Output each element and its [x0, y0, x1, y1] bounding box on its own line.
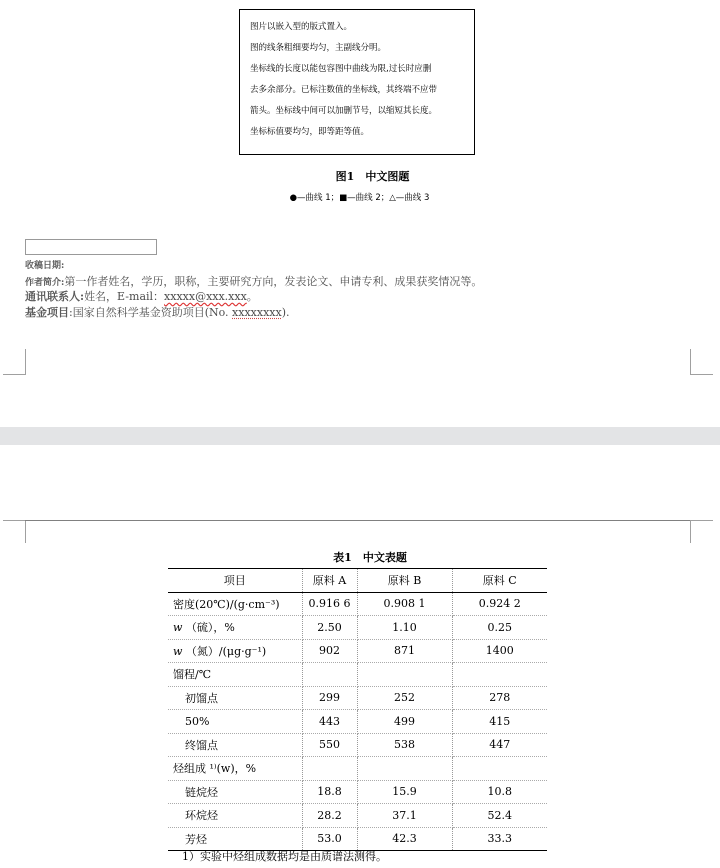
data-table[interactable] [168, 568, 547, 851]
table-cell [302, 757, 357, 781]
table-cell: 53.0 [302, 827, 357, 851]
table-row [168, 827, 547, 851]
table-cell: 18.8 [302, 780, 357, 804]
figure-legend: ●—曲线 1；■—曲线 2；△—曲线 3 [289, 193, 430, 203]
table-header-row [168, 569, 547, 593]
table-row [168, 804, 547, 828]
row-label-text: 馏程/℃ [173, 668, 212, 682]
figure-caption: 图1 中文图题 [335, 170, 410, 183]
row-label-cell [168, 686, 302, 710]
page-gap [0, 427, 720, 445]
contact-label: 通讯联系人: [25, 290, 85, 303]
row-label-text: 芳烃 [185, 832, 207, 846]
row-label-text: 终馏点 [185, 738, 218, 752]
author-label: 作者简介: [25, 278, 65, 288]
received-date-label: 收稿日期: [25, 261, 65, 271]
figure-box-line: 图片以嵌入型的版式置入。 [250, 22, 353, 32]
row-label-cell [168, 592, 302, 616]
table-row [168, 710, 547, 734]
table-cell [452, 663, 547, 687]
row-label-text: 环烷烃 [185, 809, 218, 823]
fund-end: ). [281, 306, 290, 319]
page-corner-mark [690, 349, 713, 375]
table-row [168, 592, 547, 616]
table-cell: 0.924 2 [452, 592, 547, 616]
table-cell: 52.4 [452, 804, 547, 828]
table-footnote: 1）实验中烃组成数据均是由质谱法测得。 [182, 850, 387, 863]
fund-number: xxxxxxxx [232, 306, 282, 319]
table-cell: 0.908 1 [357, 592, 452, 616]
author-text: 第一作者姓名，学历，职称，主要研究方向，发表论文、申请专利、成果获奖情况等。 [64, 275, 483, 288]
table-cell: 499 [357, 710, 452, 734]
row-label-cell [168, 757, 302, 781]
figure-placeholder-box[interactable] [239, 9, 475, 155]
table-header-cell: 原料 C [452, 569, 547, 593]
document-page-2 [0, 445, 720, 868]
table-cell: 871 [357, 639, 452, 663]
table-row [168, 757, 547, 781]
figure-box-line: 箭头。坐标线中间可以加删节号，以缩短其长度。 [250, 106, 438, 116]
row-label-text: 密度(20℃)/(g·cm⁻³) [173, 597, 280, 611]
received-date-line [25, 258, 64, 271]
table-cell: 1400 [452, 639, 547, 663]
contact-line [25, 288, 258, 304]
table-cell: 1.10 [357, 616, 452, 640]
table-cell: 15.9 [357, 780, 452, 804]
table-row [168, 780, 547, 804]
row-label-variable: w [173, 644, 183, 658]
table-cell: 37.1 [357, 804, 452, 828]
table-cell: 447 [452, 733, 547, 757]
table-header-cell: 原料 A [302, 569, 357, 593]
table-cell: 33.3 [452, 827, 547, 851]
row-label-text: 链烷烃 [185, 785, 218, 799]
fund-label: 基金项目 [25, 306, 69, 319]
table-cell: 538 [357, 733, 452, 757]
table-row [168, 686, 547, 710]
table-cell: 278 [452, 686, 547, 710]
document-page-1 [0, 0, 720, 427]
fund-text: :国家自然科学基金资助项目(No. [69, 306, 233, 319]
header-rule [25, 520, 690, 521]
author-line [25, 273, 482, 289]
row-label-cell [168, 827, 302, 851]
row-label-text: （氮）/(μg·g⁻¹) [185, 644, 267, 658]
figure-box-line: 去多余部分。已标注数值的坐标线，其终端不应带 [250, 85, 438, 95]
table-cell: 2.50 [302, 616, 357, 640]
table-cell: 10.8 [452, 780, 547, 804]
table-cell: 0.25 [452, 616, 547, 640]
table-cell: 252 [357, 686, 452, 710]
row-label-text: 烃组成 ¹⁾(w)，% [173, 762, 257, 776]
row-label-cell [168, 780, 302, 804]
row-label-cell [168, 710, 302, 734]
contact-end: 。 [246, 290, 258, 303]
row-label-cell [168, 733, 302, 757]
table-cell: 42.3 [357, 827, 452, 851]
table-cell [452, 757, 547, 781]
table-cell [357, 663, 452, 687]
table-row [168, 616, 547, 640]
row-label-cell [168, 663, 302, 687]
page-corner-mark [690, 520, 713, 543]
table-cell: 28.2 [302, 804, 357, 828]
row-label-cell [168, 639, 302, 663]
fund-line [25, 304, 289, 320]
row-label-text: 初馏点 [185, 691, 218, 705]
contact-email[interactable]: xxxxx@xxx.xxx [164, 290, 247, 303]
row-label-cell [168, 616, 302, 640]
figure-box-line: 坐标标值要均匀，即等距等值。 [250, 127, 370, 137]
table-cell [302, 663, 357, 687]
table-cell: 550 [302, 733, 357, 757]
received-date-field[interactable] [25, 239, 157, 255]
table-header-cell: 原料 B [357, 569, 452, 593]
row-label-cell [168, 804, 302, 828]
table-row [168, 639, 547, 663]
page-corner-mark [3, 520, 26, 543]
row-label-variable: w [173, 621, 183, 635]
table-title: 表1 中文表题 [333, 551, 407, 564]
table-row [168, 663, 547, 687]
table-row [168, 733, 547, 757]
row-label-text: 50% [185, 714, 210, 728]
table-cell: 902 [302, 639, 357, 663]
row-label-text: （硫），% [185, 621, 235, 635]
table-cell: 443 [302, 710, 357, 734]
table-cell: 0.916 6 [302, 592, 357, 616]
table-cell: 415 [452, 710, 547, 734]
figure-box-line: 图的线条粗细要均匀，主副线分明。 [250, 43, 387, 53]
figure-box-line: 坐标线的长度以能包容图中曲线为限,过长时应删 [250, 64, 432, 74]
contact-text: 姓名，E-mail： [84, 290, 165, 303]
table-cell [357, 757, 452, 781]
table-cell: 299 [302, 686, 357, 710]
page-corner-mark [3, 349, 26, 375]
table-header-cell: 项目 [168, 569, 302, 593]
